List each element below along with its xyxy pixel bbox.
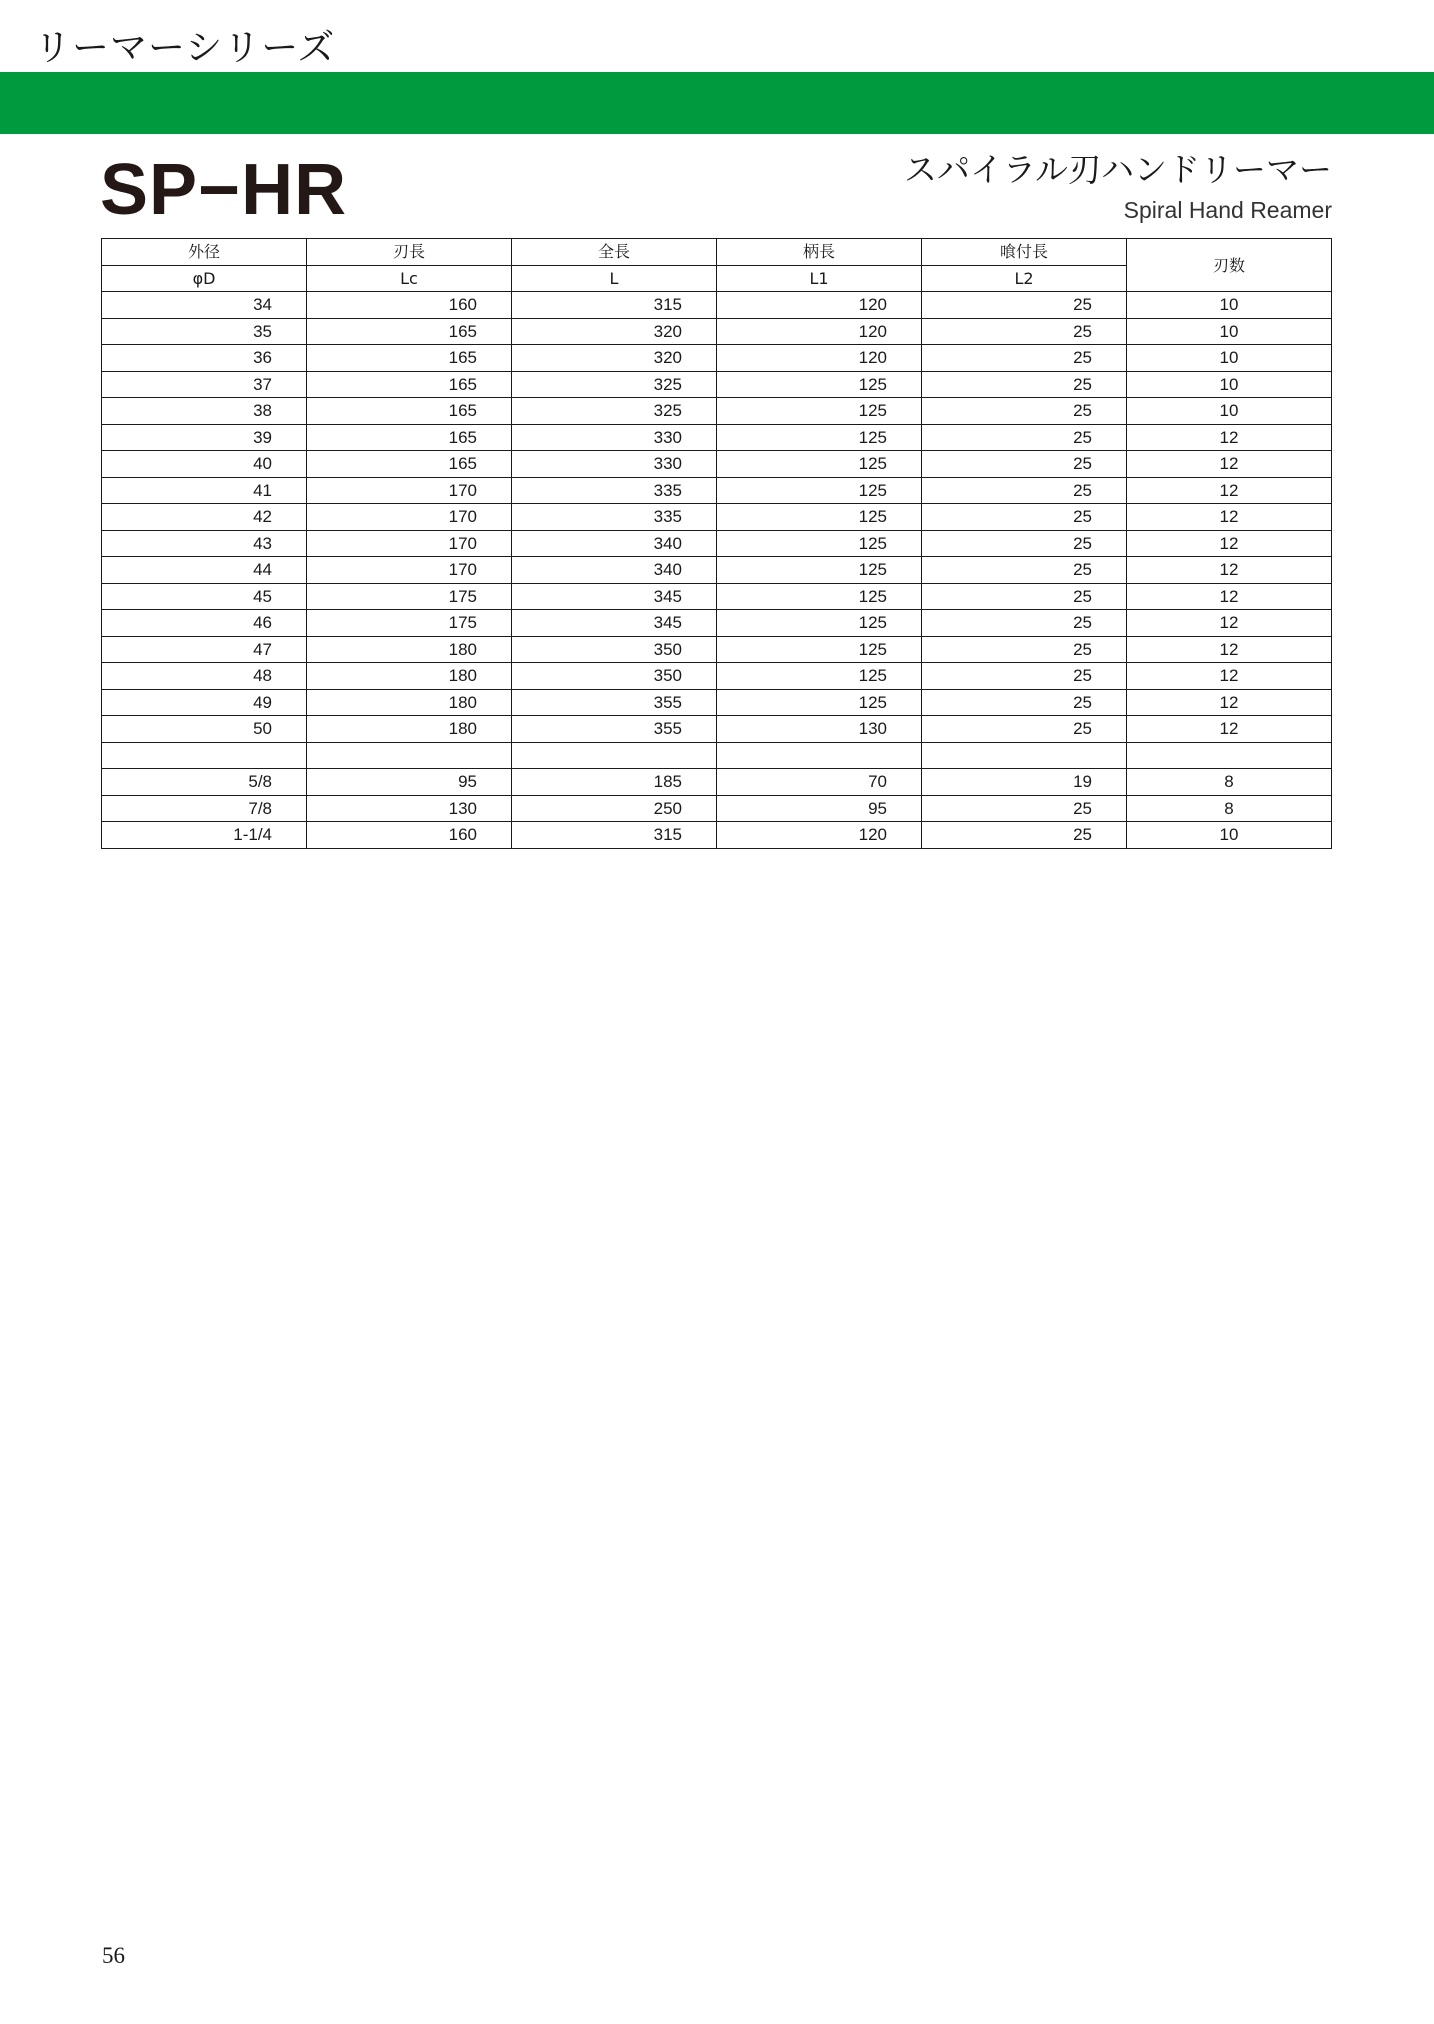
cell-diameter: 47 [102, 636, 307, 663]
table-row [102, 769, 1332, 796]
cell-shank-length: 120 [717, 318, 922, 345]
cell-flutes: 12 [1127, 610, 1332, 637]
cell-shank-length: 125 [717, 530, 922, 557]
cell-flute-length [307, 742, 512, 769]
cell-diameter: 46 [102, 610, 307, 637]
cell-flutes: 12 [1127, 689, 1332, 716]
cell-shank-length: 125 [717, 663, 922, 690]
cell-flute-length: 170 [307, 504, 512, 531]
table-row [102, 583, 1332, 610]
cell-lead-length: 25 [922, 689, 1127, 716]
cell-flute-length: 170 [307, 477, 512, 504]
cell-shank-length: 95 [717, 795, 922, 822]
cell-shank-length: 125 [717, 636, 922, 663]
cell-overall-length: 315 [512, 822, 717, 849]
cell-shank-length: 125 [717, 689, 922, 716]
cell-overall-length: 325 [512, 398, 717, 425]
cell-shank-length: 125 [717, 451, 922, 478]
cell-overall-length: 320 [512, 345, 717, 372]
cell-overall-length: 320 [512, 318, 717, 345]
cell-flute-length: 175 [307, 610, 512, 637]
cell-lead-length: 25 [922, 398, 1127, 425]
cell-lead-length: 25 [922, 371, 1127, 398]
cell-flutes: 10 [1127, 318, 1332, 345]
cell-flutes: 12 [1127, 504, 1332, 531]
cell-shank-length: 125 [717, 371, 922, 398]
cell-diameter: 5/8 [102, 769, 307, 796]
cell-shank-length [717, 742, 922, 769]
table-row [102, 795, 1332, 822]
cell-flute-length: 165 [307, 424, 512, 451]
page-number: 56 [102, 1943, 125, 1968]
cell-flute-length: 180 [307, 689, 512, 716]
table-row [102, 636, 1332, 663]
cell-flutes: 12 [1127, 557, 1332, 584]
cell-flute-length: 165 [307, 398, 512, 425]
header-flutes: 刃数 [1127, 239, 1332, 292]
cell-overall-length: 350 [512, 636, 717, 663]
cell-diameter: 39 [102, 424, 307, 451]
series-title: リーマーシリーズ [34, 26, 336, 69]
cell-shank-length: 125 [717, 610, 922, 637]
cell-flutes: 8 [1127, 769, 1332, 796]
table-row [102, 610, 1332, 637]
cell-shank-length: 125 [717, 424, 922, 451]
cell-lead-length: 25 [922, 345, 1127, 372]
cell-lead-length: 25 [922, 424, 1127, 451]
cell-lead-length: 25 [922, 822, 1127, 849]
cell-flutes: 8 [1127, 795, 1332, 822]
cell-overall-length: 330 [512, 424, 717, 451]
cell-overall-length: 340 [512, 557, 717, 584]
cell-diameter [102, 742, 307, 769]
cell-lead-length: 25 [922, 557, 1127, 584]
header-lead-length-symbol: L2 [922, 265, 1127, 292]
cell-flute-length: 170 [307, 530, 512, 557]
cell-flutes: 12 [1127, 636, 1332, 663]
cell-shank-length: 120 [717, 292, 922, 319]
cell-diameter: 50 [102, 716, 307, 743]
table-row [102, 530, 1332, 557]
table-row [102, 477, 1332, 504]
header-shank-length: 柄長 [717, 239, 922, 266]
cell-overall-length: 325 [512, 371, 717, 398]
cell-overall-length: 335 [512, 477, 717, 504]
table-row [102, 318, 1332, 345]
cell-diameter: 42 [102, 504, 307, 531]
table-row [102, 424, 1332, 451]
cell-flutes: 10 [1127, 345, 1332, 372]
cell-shank-length: 125 [717, 504, 922, 531]
header-shank-length-symbol: L1 [717, 265, 922, 292]
cell-diameter: 37 [102, 371, 307, 398]
cell-flute-length: 180 [307, 663, 512, 690]
cell-flutes: 12 [1127, 424, 1332, 451]
cell-overall-length [512, 742, 717, 769]
table-row [102, 663, 1332, 690]
cell-flute-length: 160 [307, 292, 512, 319]
cell-diameter: 41 [102, 477, 307, 504]
table-row [102, 292, 1332, 319]
cell-diameter: 48 [102, 663, 307, 690]
cell-overall-length: 335 [512, 504, 717, 531]
table-row [102, 822, 1332, 849]
table-row [102, 742, 1332, 769]
cell-diameter: 34 [102, 292, 307, 319]
cell-flutes: 10 [1127, 398, 1332, 425]
cell-lead-length: 25 [922, 795, 1127, 822]
header-flute-length: 刃長 [307, 239, 512, 266]
table-row [102, 371, 1332, 398]
cell-lead-length: 25 [922, 451, 1127, 478]
cell-overall-length: 250 [512, 795, 717, 822]
cell-flutes: 10 [1127, 371, 1332, 398]
cell-shank-length: 125 [717, 398, 922, 425]
cell-diameter: 36 [102, 345, 307, 372]
header-lead-length: 喰付長 [922, 239, 1127, 266]
cell-lead-length: 25 [922, 292, 1127, 319]
cell-flute-length: 160 [307, 822, 512, 849]
header-overall-length: 全長 [512, 239, 717, 266]
cell-overall-length: 345 [512, 610, 717, 637]
table-row [102, 504, 1332, 531]
cell-overall-length: 330 [512, 451, 717, 478]
header-diameter-symbol: φD [102, 265, 307, 292]
header-flute-length-symbol: Lc [307, 265, 512, 292]
cell-flute-length: 165 [307, 371, 512, 398]
cell-flutes: 12 [1127, 663, 1332, 690]
table-row [102, 716, 1332, 743]
cell-overall-length: 345 [512, 583, 717, 610]
cell-lead-length: 25 [922, 318, 1127, 345]
cell-overall-length: 340 [512, 530, 717, 557]
cell-flutes: 12 [1127, 530, 1332, 557]
cell-shank-length: 125 [717, 477, 922, 504]
product-name-english: Spiral Hand Reamer [1123, 197, 1332, 223]
cell-diameter: 49 [102, 689, 307, 716]
cell-flute-length: 170 [307, 557, 512, 584]
cell-lead-length: 19 [922, 769, 1127, 796]
cell-overall-length: 350 [512, 663, 717, 690]
table-row [102, 398, 1332, 425]
cell-shank-length: 120 [717, 345, 922, 372]
cell-diameter: 35 [102, 318, 307, 345]
cell-shank-length: 125 [717, 583, 922, 610]
cell-lead-length: 25 [922, 477, 1127, 504]
cell-diameter: 43 [102, 530, 307, 557]
cell-lead-length: 25 [922, 663, 1127, 690]
cell-diameter: 40 [102, 451, 307, 478]
cell-overall-length: 315 [512, 292, 717, 319]
cell-flutes: 12 [1127, 716, 1332, 743]
cell-flute-length: 175 [307, 583, 512, 610]
cell-overall-length: 355 [512, 689, 717, 716]
cell-diameter: 38 [102, 398, 307, 425]
cell-flute-length: 95 [307, 769, 512, 796]
header-green-band [0, 72, 1434, 134]
table-row [102, 689, 1332, 716]
header-overall-length-symbol: L [512, 265, 717, 292]
cell-flute-length: 165 [307, 318, 512, 345]
cell-overall-length: 355 [512, 716, 717, 743]
cell-flute-length: 180 [307, 716, 512, 743]
header-diameter: 外径 [102, 239, 307, 266]
table-row [102, 451, 1332, 478]
cell-flute-length: 165 [307, 451, 512, 478]
cell-lead-length: 25 [922, 530, 1127, 557]
cell-shank-length: 130 [717, 716, 922, 743]
cell-lead-length: 25 [922, 610, 1127, 637]
cell-diameter: 1-1/4 [102, 822, 307, 849]
cell-diameter: 44 [102, 557, 307, 584]
cell-flutes: 10 [1127, 292, 1332, 319]
cell-lead-length: 25 [922, 636, 1127, 663]
table-row [102, 345, 1332, 372]
cell-shank-length: 120 [717, 822, 922, 849]
cell-flutes: 10 [1127, 822, 1332, 849]
cell-overall-length: 185 [512, 769, 717, 796]
cell-flutes [1127, 742, 1332, 769]
cell-flute-length: 180 [307, 636, 512, 663]
model-code: SP−HR [100, 150, 348, 230]
cell-lead-length: 25 [922, 583, 1127, 610]
product-name-japanese: スパイラル刃ハンドリーマー [903, 150, 1332, 189]
cell-flutes: 12 [1127, 451, 1332, 478]
cell-diameter: 45 [102, 583, 307, 610]
cell-shank-length: 70 [717, 769, 922, 796]
table-body [102, 292, 1332, 849]
table-row [102, 557, 1332, 584]
cell-diameter: 7/8 [102, 795, 307, 822]
header-row-labels [102, 239, 1332, 266]
cell-flute-length: 165 [307, 345, 512, 372]
cell-flute-length: 130 [307, 795, 512, 822]
cell-flutes: 12 [1127, 477, 1332, 504]
cell-lead-length [922, 742, 1127, 769]
cell-lead-length: 25 [922, 716, 1127, 743]
specification-table [101, 238, 1332, 849]
cell-shank-length: 125 [717, 557, 922, 584]
cell-lead-length: 25 [922, 504, 1127, 531]
cell-flutes: 12 [1127, 583, 1332, 610]
